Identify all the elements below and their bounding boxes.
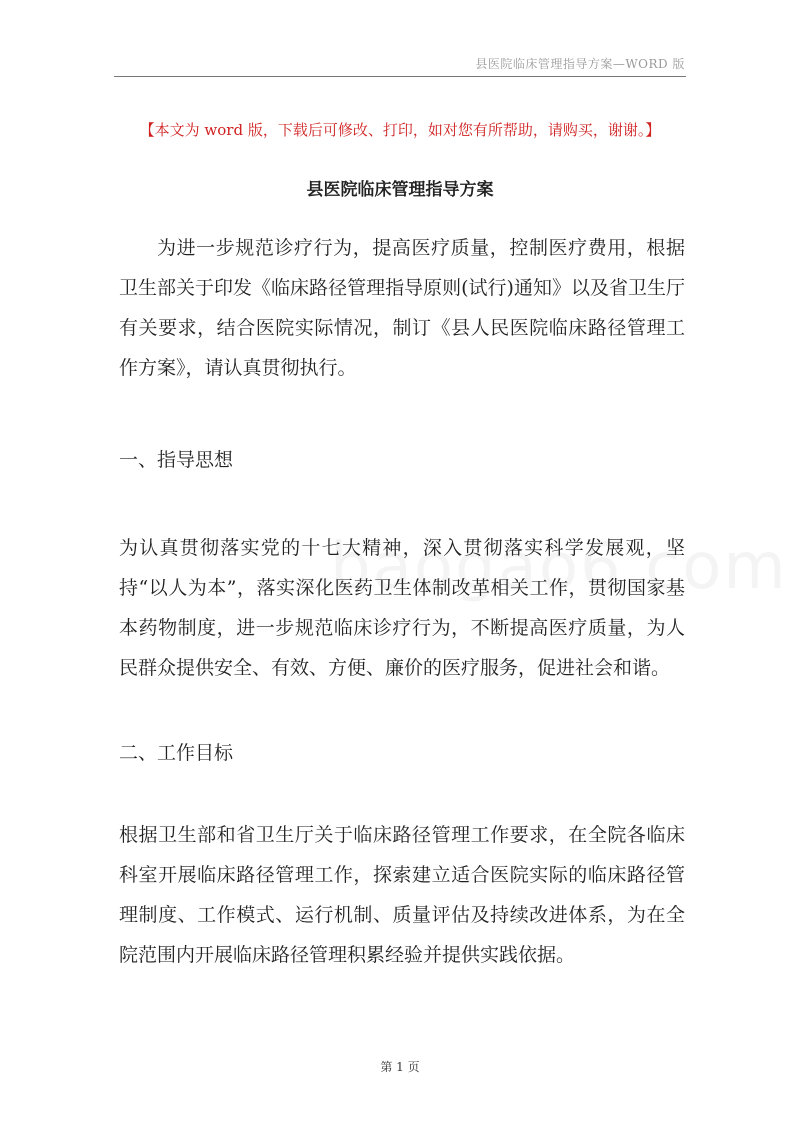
section-body-work-goals: 根据卫生部和省卫生厅关于临床路径管理工作要求，在全院各临床科室开展临床路径管理工作，探索建立适合医院实际的临床路径管理制度、工作模式、运行机制、质量评估及持续改进体系，为在全院范围内开展临床路径管理积累经验并提供实践依据。 <box>119 824 685 966</box>
document-title: 县医院临床管理指导方案 <box>306 180 494 200</box>
section-heading-work-goals: 二、工作目标 <box>119 742 234 764</box>
section-heading-guiding-ideology: 一、指导思想 <box>119 449 234 471</box>
intro-paragraph: 为进一步规范诊疗行为，提高医疗质量，控制医疗费用，根据卫生部关于印发《临床路径管理指导原则(试行)通知》以及省卫生厅有关要求，结合医院实际情况，制订《县人民医院临床路径管理工作方案》，请认真贯彻执行。 <box>119 237 685 379</box>
section-body-guiding-ideology: 为认真贯彻落实党的十七大精神，深入贯彻落实科学发展观，坚持“以人为本”，落实深化医药卫生体制改革相关工作，贯彻国家基本药物制度，进一步规范临床诊疗行为，不断提高医疗质量，为人民群众提供安全、有效、方便、廉价的医疗服务，促进社会和谐。 <box>119 537 685 679</box>
header-divider <box>114 76 686 77</box>
running-header: 县医院临床管理指导方案—WORD 版 <box>475 57 685 71</box>
purchase-notice: 【本文为 word 版，下载后可修改、打印，如对您有所帮助，请购买，谢谢。】 <box>139 121 661 139</box>
page-number: 第 1 页 <box>380 1060 420 1074</box>
